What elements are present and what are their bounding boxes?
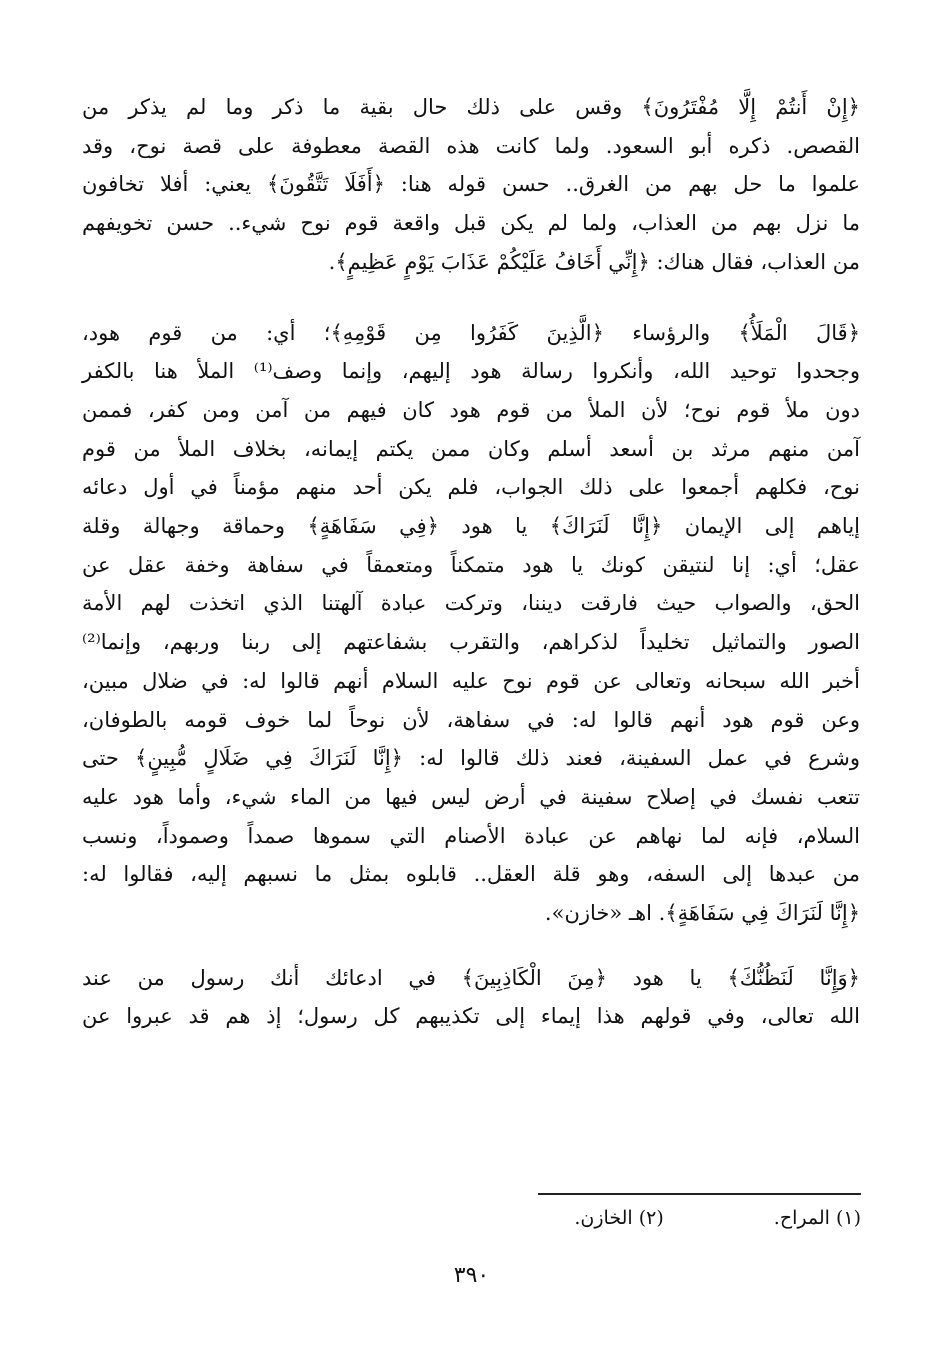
paragraph-gap (82, 282, 860, 314)
text-line: نوح، فكلهم أجمعوا على ذلك الجواب، فلم يكن أحد منهم مؤمناً في أول دعائه (82, 475, 860, 500)
text-line: ما نزل بهم من العذاب، ولما لم يكن قبل واقعة قوم نوح شيء.. حسن تخويفهم (82, 211, 860, 236)
text-line: ﴿وَإِنَّا لَنَظُنُّكَ﴾ يا هود ﴿مِنَ الْكَاذِبِينَ﴾ في ادعائك أنك رسول من عند (82, 965, 860, 990)
text-line: إياهم إلى الإيمان ﴿إِنَّا لَنَرَاكَ﴾ يا هود ﴿فِي سَفَاهَةٍ﴾ وحماقة وجهالة وقلة (82, 514, 860, 539)
paragraph-1 (82, 88, 860, 282)
text-line: أخبر الله سبحانه وتعالى عن قوم نوح عليه السلام أنهم قالوا له: في ضلال مبين، (82, 668, 860, 693)
text-line: من عبدها إلى السفه، وهو قلة العقل.. قابلوه بمثل ما نسبهم إليه، فقالوا له: (82, 862, 860, 887)
text-line: القصص. ذكره أبو السعود. ولما كانت هذه القصة معطوفة على قصة نوح، وقد (82, 133, 860, 158)
text-line: وعن قوم هود أنهم قالوا له: في سفاهة، لأن نوحاً لما خوف قومه بالطوفان، (82, 707, 860, 732)
text-line: وجحدوا توحيد الله، وأنكروا رسالة هود إليهم، وإنما وصف⁽¹⁾ الملأ هنا بالكفر (82, 359, 860, 384)
paragraph-2 (82, 314, 860, 933)
text-line: آمن منهم مرثد بن أسعد أسلم وكان ممن يكتم إيمانه، بخلاف الملأ من قوم (82, 436, 860, 461)
text-line: ﴿قَالَ الْمَلَأُ﴾ والرؤساء ﴿الَّذِينَ كَفَرُوا مِن قَوْمِهِ﴾؛ أي: من قوم هود، (82, 320, 860, 345)
footnote-separator (538, 1193, 861, 1195)
text-line: الصور والتماثيل تخليداً لذكراهم، والتقرب بشفاعتهم إلى ربنا وربهم، وإنما⁽²⁾ (82, 630, 860, 655)
text-line: عقل؛ أي: إنا لنتيقن كونك يا هود متمكناً ومتعمقاً في سفاهة وخفة عقل عن (82, 552, 860, 577)
text-line: ﴿إِنْ أَنتُمْ إِلَّا مُفْتَرُونَ﴾ وقس على ذلك حال بقية ما ذكر وما لم يذكر من (82, 95, 860, 119)
text-line: ﴿إِنَّا لَنَرَاكَ فِي سَفَاهَةٍ﴾. اهـ «خازن». (544, 901, 860, 926)
text-line: تتعب نفسك في إصلاح سفينة في أرض ليس فيها من الماء شيء، وأما هود عليه (82, 784, 860, 809)
footnotes (574, 1207, 861, 1229)
text-line: الحق، والصواب حيث فارقت ديننا، وتركت عبادة آلهتنا الذي اتخذت لهم الأمة (82, 591, 860, 616)
text-line: دون ملأ قوم نوح؛ لأن الملأ من قوم هود كان فيهم من آمن ومن كفر، فممن (82, 397, 860, 422)
page-body (82, 88, 860, 1036)
text-line: وشرع في عمل السفينة، فعند ذلك قالوا له: ﴿إِنَّا لَنَرَاكَ فِي ضَلَالٍ مُّبِينٍ﴾ حتى (82, 746, 860, 771)
footnote-1: (١) المراح. (773, 1207, 861, 1229)
text-line: من العذاب، فقال هناك: ﴿إِنِّي أَخَافُ عَلَيْكُمْ عَذَابَ يَوْمٍ عَظِيمٍ﴾. (328, 249, 860, 274)
text-line: علموا ما حل بهم من الغرق.. حسن قوله هنا: ﴿أَفَلَا تَتَّقُونَ﴾ يعني: أفلا تخافون (82, 172, 860, 197)
footnote-2: (٢) الخازن. (574, 1207, 664, 1229)
page-number: ٣٩٠ (453, 1263, 490, 1288)
text-line: السلام، فإنه لما نهاهم عن عبادة الأصنام التي سموها صمداً وصموداً، ونسب (82, 823, 860, 848)
paragraph-gap (82, 933, 860, 959)
text-line: الله تعالى، وفي قولهم هذا إيماء إلى تكذيبهم كل رسول؛ إذ هم قد عبروا عن (82, 1004, 860, 1029)
paragraph-3 (82, 959, 860, 1036)
